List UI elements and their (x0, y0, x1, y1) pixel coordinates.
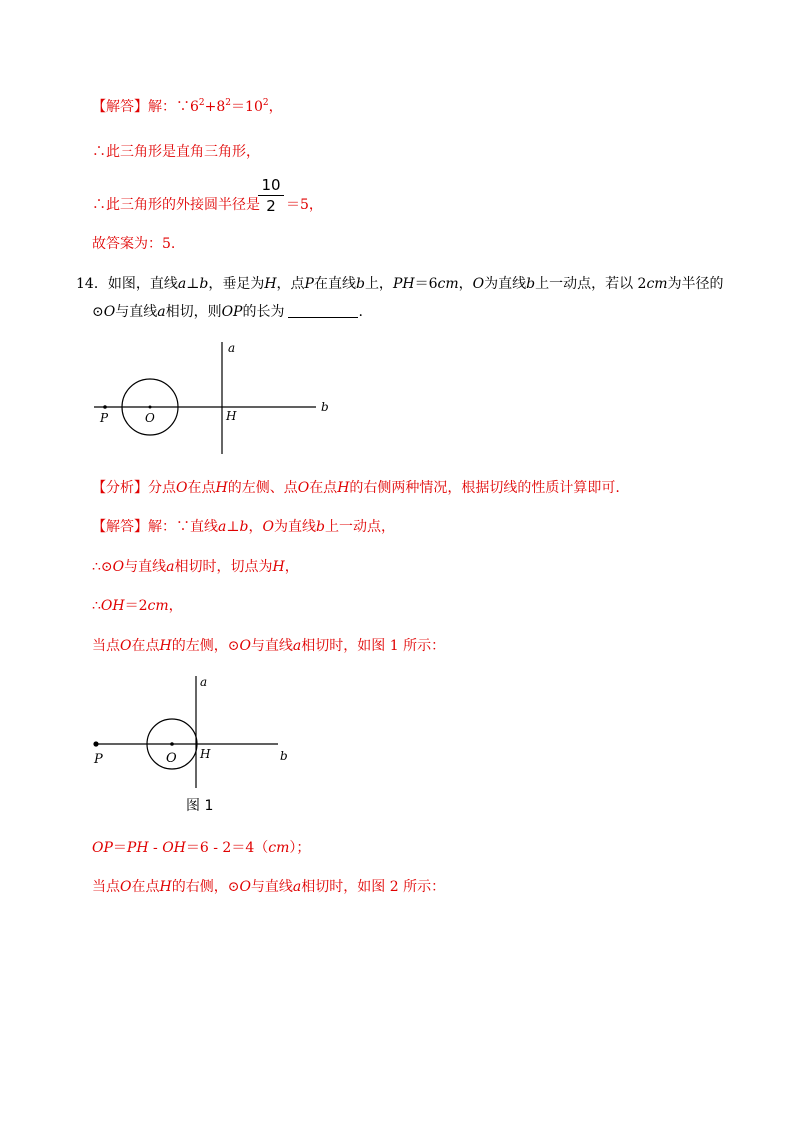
solution-line5: OP＝PH - OH＝6 - 2＝4（cm）； (92, 840, 311, 856)
prev-solution-line1: 【解答】解：$\because 6^2+8^2=10^2$， (92, 98, 283, 115)
point-O (149, 406, 152, 409)
prev-answer: 故答案为：5. (92, 236, 176, 252)
question-number: 14． (76, 276, 108, 292)
solution-line1: 【解答】解：∵直线a⊥b，O为直线b上一动点， (92, 519, 395, 535)
label-b: b (280, 749, 288, 763)
label-b: b (321, 400, 329, 414)
point-P (103, 405, 107, 409)
fraction-10-over-2: 10 2 (258, 176, 284, 215)
point-O (170, 742, 174, 746)
analysis-line: 【分析】分点O在点H的左侧、点O在点H的右侧两种情况，根据切线的性质计算即可. (92, 480, 620, 496)
solution-label: 【解答】 (92, 99, 148, 115)
prev-solution-line3-result: ＝5， (286, 197, 323, 213)
figure-1 (84, 670, 304, 820)
analysis-label: 【分析】 (92, 480, 148, 496)
solution-line2: ∴⊙O与直线a相切时，切点为H， (92, 559, 299, 575)
fraction-bar (258, 195, 284, 196)
solution-line4: 当点O在点H的左侧，⊙O与直线a相切时，如图 1 所示： (92, 638, 446, 654)
prev-solution-line3: ∴此三角形的外接圆半径是 (92, 197, 260, 213)
point-P (93, 741, 98, 746)
label-O: O (166, 751, 177, 766)
label-H: H (200, 747, 211, 761)
solution-line6: 当点O在点H的右侧，⊙O与直线a相切时，如图 2 所示： (92, 879, 446, 895)
answer-blank[interactable] (288, 305, 358, 318)
solution-line3: ∴OH＝2cm， (92, 598, 183, 614)
prev-solution-line2: ∴此三角形是直角三角形， (92, 144, 260, 160)
label-a: a (200, 675, 208, 689)
question-figure (88, 336, 348, 460)
question-14-line1: 14．如图，直线a⊥b，垂足为H，点P在直线b上，PH＝6cm，O为直线b上一动点，若以 2cm为半径的 (76, 276, 724, 292)
figure-caption: 图 1 (186, 798, 214, 814)
label-P: P (100, 411, 109, 425)
label-O: O (145, 411, 155, 425)
solution-label: 【解答】 (92, 519, 148, 535)
label-a: a (228, 341, 236, 355)
label-P: P (94, 752, 103, 767)
question-14-line2: ⊙O与直线a相切，则OP的长为 . (92, 304, 363, 320)
label-H: H (226, 409, 237, 423)
